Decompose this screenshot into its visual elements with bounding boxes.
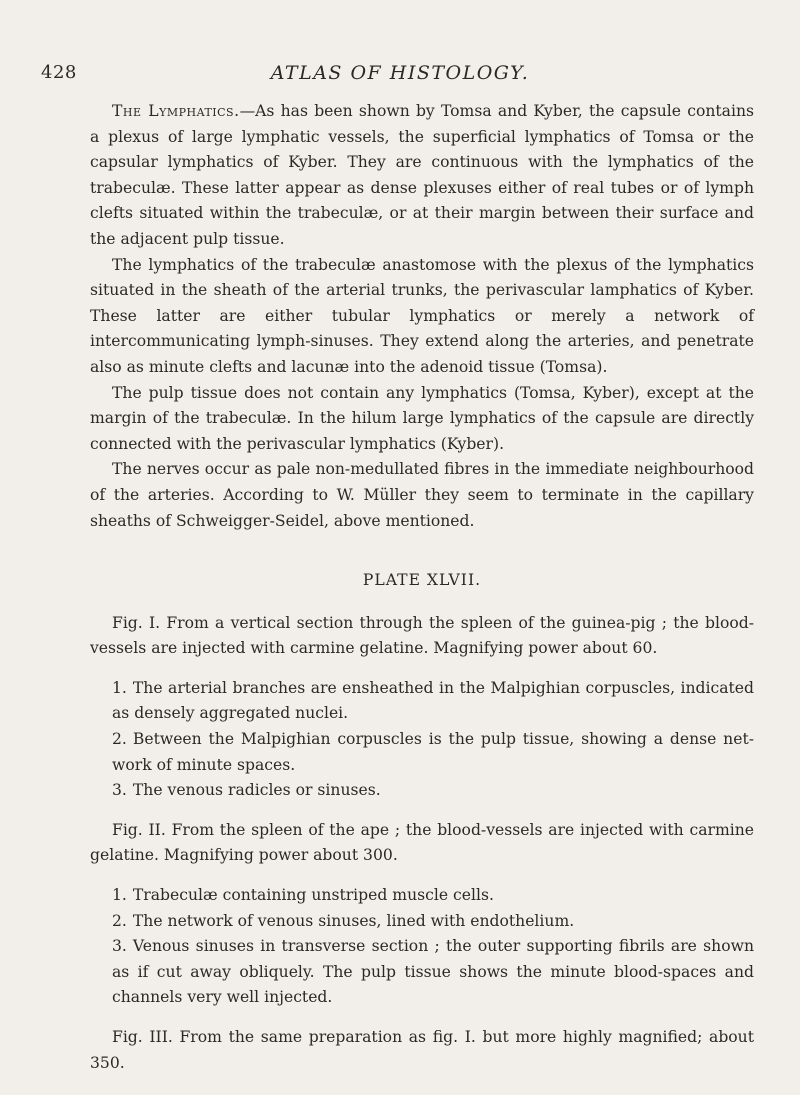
fig3-caption: Fig. III. From the same preparation as fig. I. but more highly magnified; about 350.: [90, 1028, 754, 1072]
body-text: [90, 99, 754, 1076]
paragraph-text: —As has been shown by Tomsa and Kyber, the capsule contains a plexus of large lymphatic vessels, the superficial lymphatics of Tomsa or the capsular lymphatics of Kyber. They are continuous with the lymphatics of the trabeculæ. These latter appear as dense plexuses either of real tubes or of lymph clefts situated within the trabeculæ, or at their margin between their surface and the adjacent pulp tissue.: [90, 102, 754, 248]
fig1-item: 2. Between the Malpighian corpuscles is the pulp tissue, showing a dense net-work of minute spaces.: [112, 730, 754, 774]
fig1-item: 1. The arterial branches are ensheathed in the Malpighian corpuscles, indicated as densely aggregated nuclei.: [112, 678, 754, 723]
section-lead: The Lymphatics.: [112, 102, 240, 120]
fig2-caption: Fig. II. From the spleen of the ape ; the blood-vessels are injected with carmine gelatine. Magnifying power about 300.: [90, 820, 754, 865]
paragraph-nerves: The nerves occur as pale non-medullated fibres in the immediate neighbourhood of the arteries. According to W. Müller they seem to terminate in the capillary sheaths of Schweigger-Seidel, above mentioned.: [90, 460, 754, 530]
fig2-item: 1. Trabeculæ containing unstriped muscle cells.: [112, 886, 494, 905]
page-header: [0, 62, 800, 92]
paragraph-pulp: The pulp tissue does not contain any lymphatics (Tomsa, Kyber), except at the margin of the trabeculæ. In the hilum large lymphatics of the capsule are directly connected with the perivascular lymphatics (Kyber).: [90, 383, 754, 453]
fig1-caption: Fig. I. From a vertical section through the spleen of the guinea-pig ; the blood-vessels are injected with carmine gelatine. Magnifying power about 60.: [90, 613, 754, 658]
paragraph-lymphatics: [90, 99, 754, 253]
running-title: ATLAS OF HISTOLOGY.: [270, 62, 530, 84]
fig2-item: 2. The network of venous sinuses, lined with endothelium.: [112, 911, 575, 930]
page-number: 428: [41, 62, 77, 83]
plate-heading: PLATE XLVII.: [362, 571, 482, 590]
fig2-item: 3. Venous sinuses in transverse section ; the outer supporting fibrils are shown as if cut away obliquely. The pulp tissue shows the minute blood-spaces and channels very well injected.: [112, 937, 754, 1007]
fig1-item: 3. The venous radicles or sinuses.: [112, 781, 381, 800]
paragraph-trabeculae: The lymphatics of the trabeculæ anastomose with the plexus of the lymphatics situated in the sheath of the arterial trunks, the perivascular lamphatics of Kyber. These latter are either tubular lymphatics or merely a network of intercommunicating lymph-sinuses. They extend along the arteries, and penetrate also as minute clefts and lacunæ into the adenoid tissue (Tomsa).: [90, 255, 754, 376]
